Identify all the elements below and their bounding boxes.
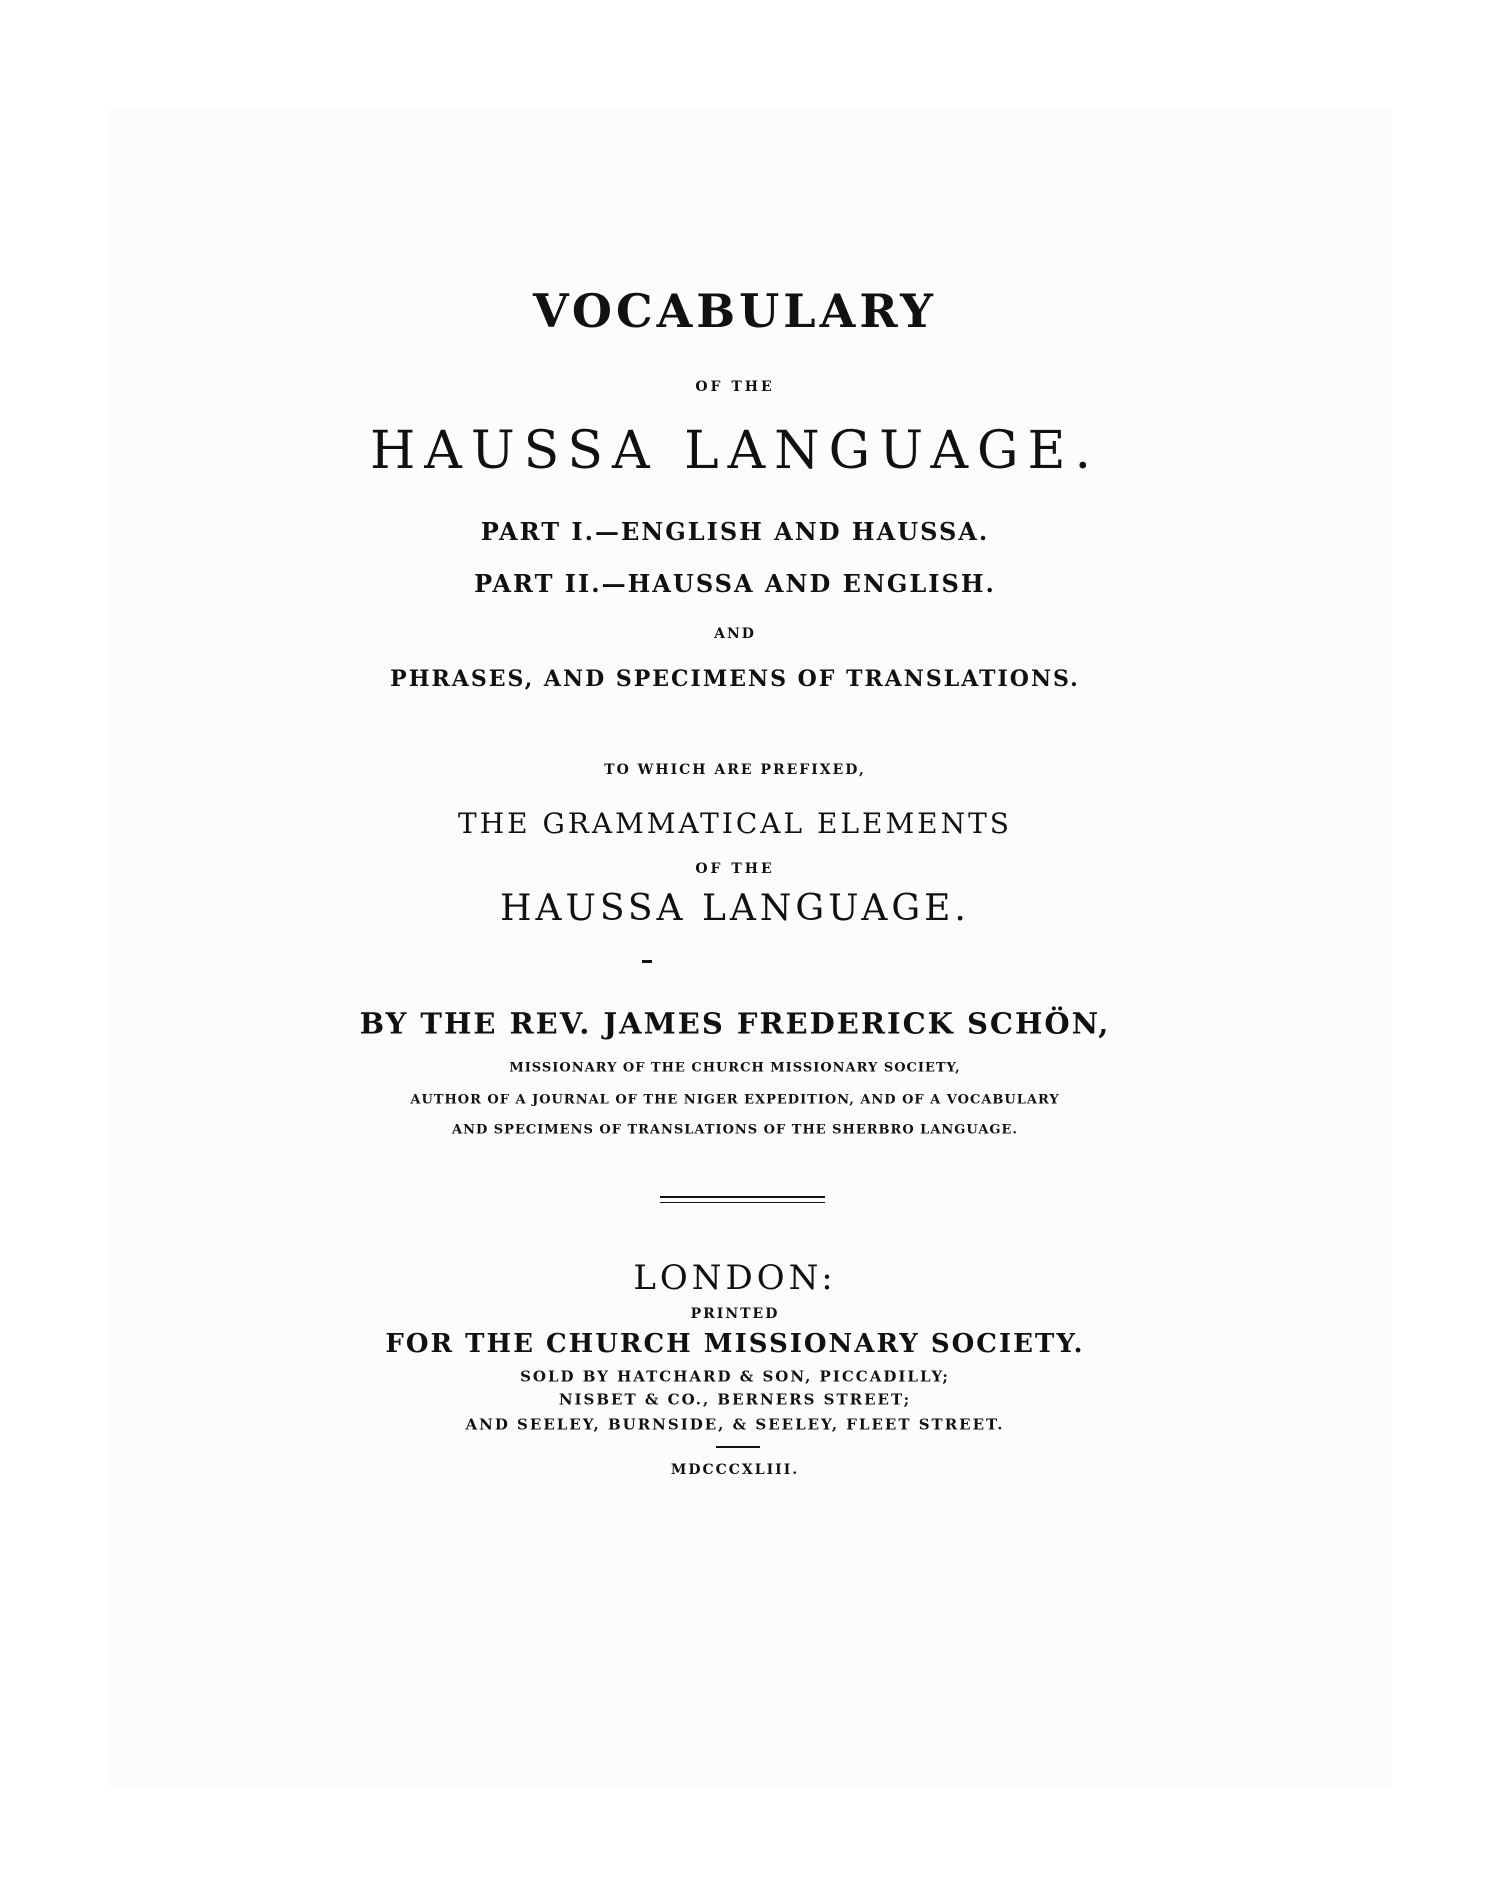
phrases: PHRASES, AND SPECIMENS OF TRANSLATIONS.	[390, 666, 1080, 692]
author: BY THE REV. JAMES FREDERICK SCHÖN,	[359, 1006, 1111, 1041]
imprint-city: LONDON:	[633, 1258, 837, 1298]
seller-1: SOLD BY HATCHARD & SON, PICCADILLY;	[520, 1367, 950, 1386]
of-the: OF THE	[695, 379, 775, 395]
language-title: HAUSSA LANGUAGE.	[369, 421, 1101, 481]
part-two: PART II.—HAUSSA AND ENGLISH.	[474, 569, 996, 598]
imprint-printed: PRINTED	[690, 1306, 780, 1322]
author-desc-3: AND SPECIMENS OF TRANSLATIONS OF THE SHERBRO LANGUAGE.	[452, 1122, 1018, 1138]
author-desc-2: AUTHOR OF A JOURNAL OF THE NIGER EXPEDITION, AND OF A VOCABULARY	[410, 1092, 1060, 1108]
title: VOCABULARY	[533, 284, 937, 338]
double-rule-top	[660, 1196, 825, 1198]
seller-3: AND SEELEY, BURNSIDE, & SEELEY, FLEET STREET.	[465, 1415, 1005, 1434]
prefixed: TO WHICH ARE PREFIXED,	[604, 762, 866, 778]
of-the-2: OF THE	[695, 861, 775, 877]
short-rule	[716, 1446, 760, 1448]
double-rule-bottom	[660, 1202, 825, 1203]
imprint-year: MDCCCXLIII.	[670, 1462, 800, 1478]
and-text: AND	[714, 626, 756, 642]
page-sheet	[106, 106, 1392, 1786]
grammatical-elements: THE GRAMMATICAL ELEMENTS	[458, 807, 1012, 840]
part-one: PART I.—ENGLISH AND HAUSSA.	[480, 517, 990, 546]
seller-2: NISBET & CO., BERNERS STREET;	[558, 1390, 912, 1409]
dash-ornament	[642, 960, 652, 963]
author-desc-1: MISSIONARY OF THE CHURCH MISSIONARY SOCIETY,	[509, 1060, 961, 1076]
language-title-2: HAUSSA LANGUAGE.	[500, 888, 970, 929]
imprint-for: FOR THE CHURCH MISSIONARY SOCIETY.	[385, 1329, 1085, 1359]
